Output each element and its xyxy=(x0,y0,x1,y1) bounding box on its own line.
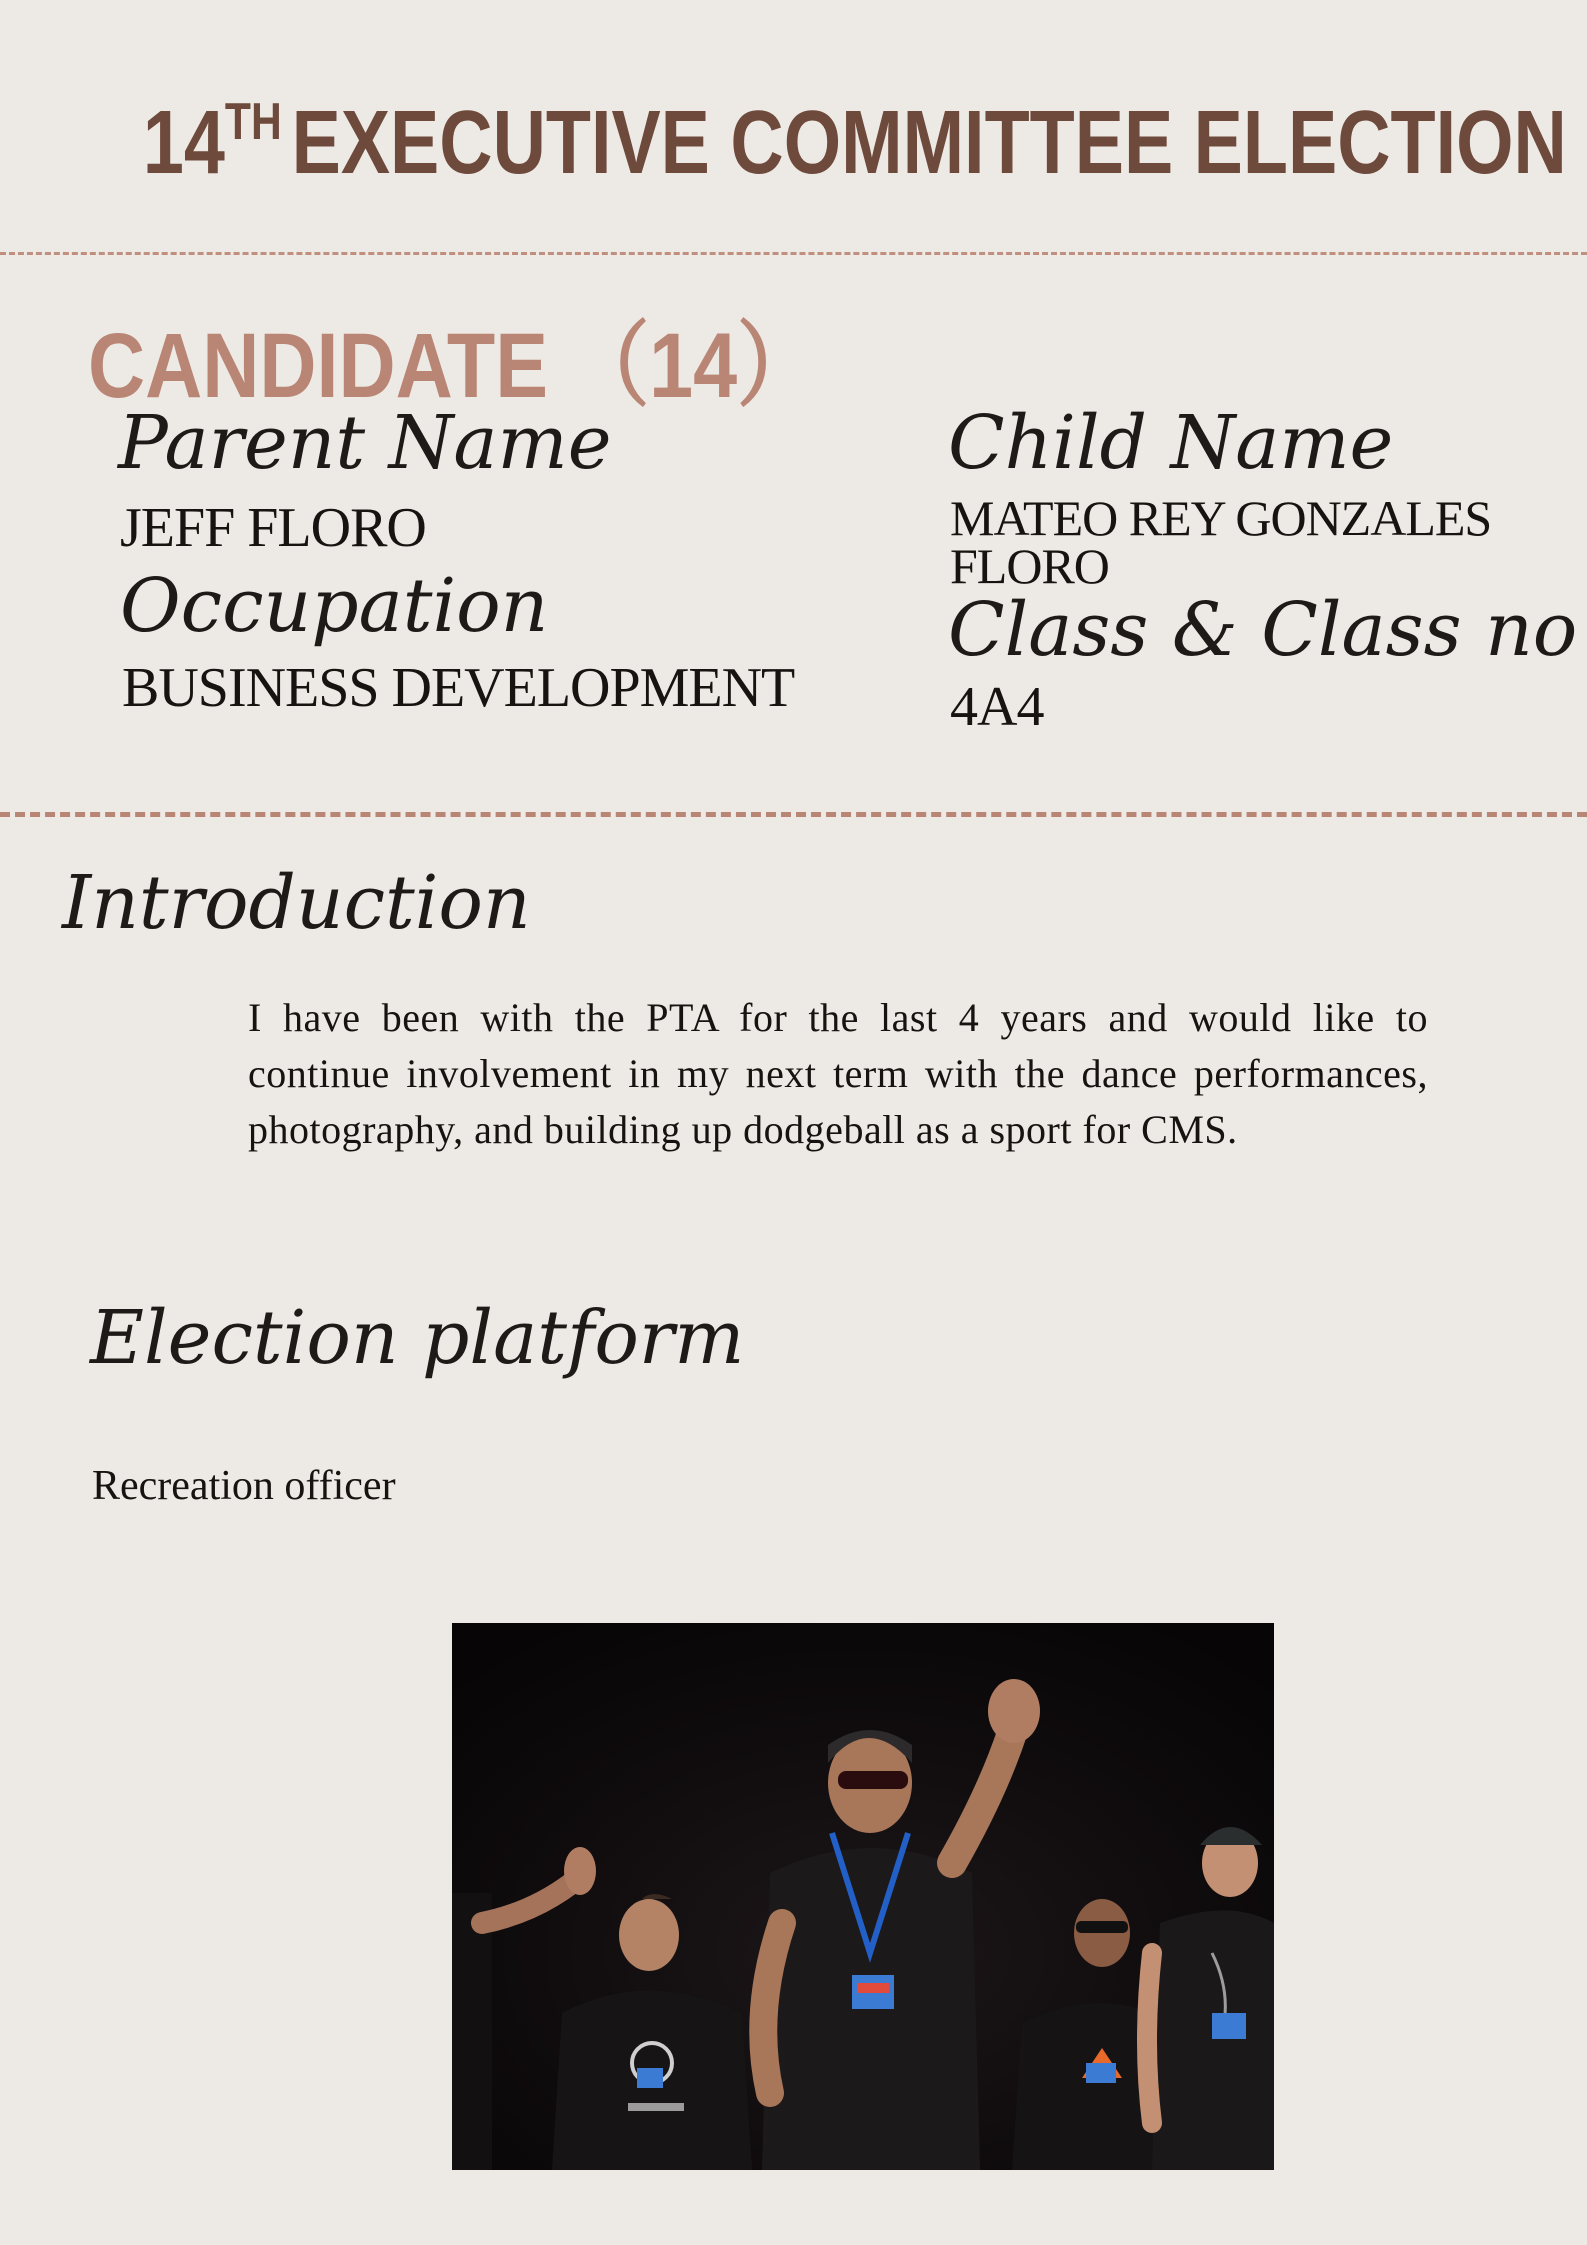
dance-performance-photo xyxy=(452,1623,1274,2170)
introduction-heading: Introduction xyxy=(62,860,531,946)
title-text: EXECUTIVE COMMITTEE ELECTION xyxy=(291,93,1567,193)
title-ordinal-number: 14 xyxy=(142,93,225,193)
platform-heading: Election platform xyxy=(90,1295,745,1381)
candidate-photo xyxy=(452,1623,1274,2170)
child-name-label: Child Name xyxy=(948,400,1394,486)
occupation-label: Occupation xyxy=(120,563,549,649)
candidate-heading: CANDIDATE （14） xyxy=(88,315,817,417)
child-name-value: MATEO REY GONZALES FLORO xyxy=(950,490,1492,594)
top-divider xyxy=(0,252,1587,255)
title-ordinal-suffix: TH xyxy=(224,93,282,151)
parent-name-value: JEFF FLORO xyxy=(120,497,426,559)
introduction-text: I have been with the PTA for the last 4 years and would like to continue involvement in my next term with the dance performances, photography, and building up dodgeball as a sport for CMS. xyxy=(248,995,1428,1152)
occupation-value: BUSINESS DEVELOPMENT xyxy=(122,657,795,719)
platform-text: Recreation officer xyxy=(92,1463,396,1509)
page-title xyxy=(142,92,1567,195)
section-divider xyxy=(0,812,1587,817)
class-value: 4A4 xyxy=(950,676,1044,738)
class-label: Class & Class no xyxy=(948,587,1578,673)
parent-name-label: Parent Name xyxy=(118,400,612,486)
